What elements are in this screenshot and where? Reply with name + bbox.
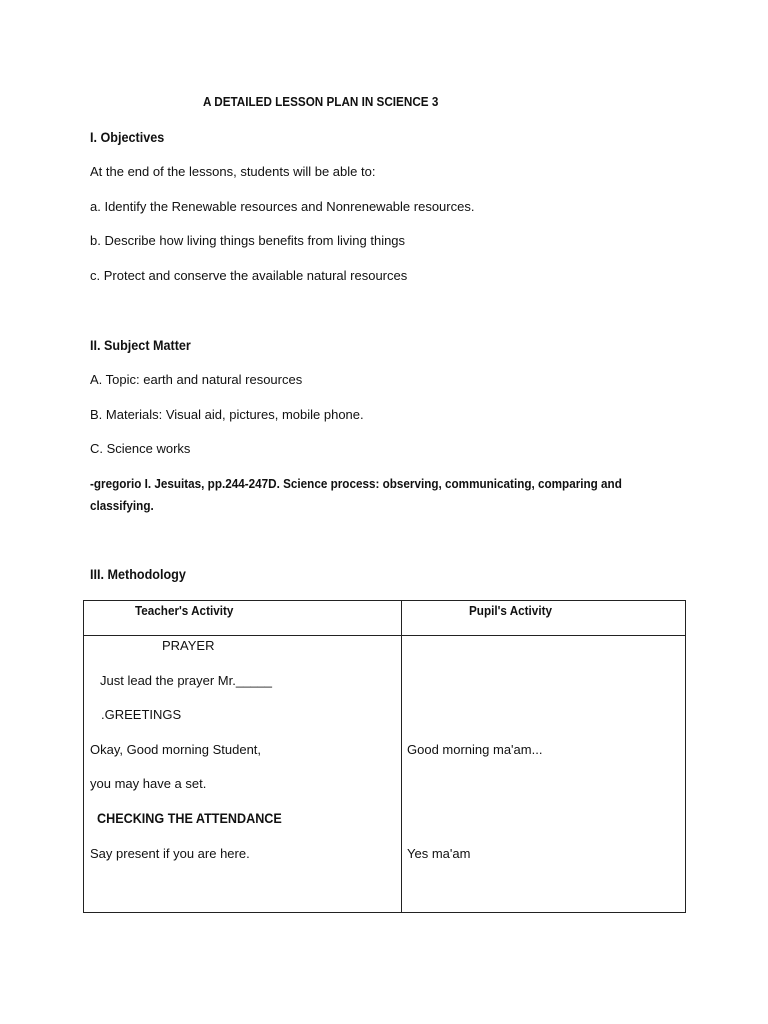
methodology-table — [83, 600, 686, 913]
objectives-heading: I. Objectives — [90, 129, 165, 145]
page-title: A DETAILED LESSON PLAN IN SCIENCE 3 — [203, 94, 439, 109]
subject-note: -gregorio I. Jesuitas, pp.244-247D. Science process: observing, communicating, comparing and classifying. — [90, 476, 622, 513]
pupil-column-header — [402, 601, 686, 636]
good-morning-reply: Good morning ma'am... — [407, 742, 543, 757]
good-morning-text: Okay, Good morning Student, — [90, 742, 262, 757]
teacher-column-header — [84, 601, 402, 636]
present-reply: Yes ma'am — [407, 846, 471, 861]
greetings-label: .GREETINGS — [101, 707, 182, 722]
teacher-column-label: Teacher's Activity — [135, 603, 234, 618]
table-row — [84, 636, 686, 913]
teacher-activity-cell — [84, 636, 402, 913]
table-header-row — [84, 601, 686, 636]
lead-prayer-text: Just lead the prayer Mr._____ — [100, 673, 272, 688]
objective-item: c. Protect and conserve the available natural resources — [90, 268, 408, 283]
subject-materials: B. Materials: Visual aid, pictures, mobile phone. — [90, 407, 364, 422]
objective-item: a. Identify the Renewable resources and Nonrenewable resources. — [90, 199, 475, 214]
prayer-label: PRAYER — [162, 638, 215, 653]
subject-topic: A. Topic: earth and natural resources — [90, 372, 303, 387]
attendance-heading: CHECKING THE ATTENDANCE — [97, 810, 282, 826]
objective-item: b. Describe how living things benefits from living things — [90, 233, 406, 248]
subject-reference: C. Science works — [90, 441, 191, 456]
subject-matter-heading: II. Subject Matter — [90, 337, 191, 353]
have-a-seat-text: you may have a set. — [90, 776, 207, 791]
pupil-column-label: Pupil's Activity — [469, 603, 552, 618]
methodology-heading: III. Methodology — [90, 566, 186, 582]
say-present-text: Say present if you are here. — [90, 846, 250, 861]
pupil-activity-cell — [402, 636, 686, 913]
objectives-intro: At the end of the lessons, students will be able to: — [90, 164, 376, 179]
